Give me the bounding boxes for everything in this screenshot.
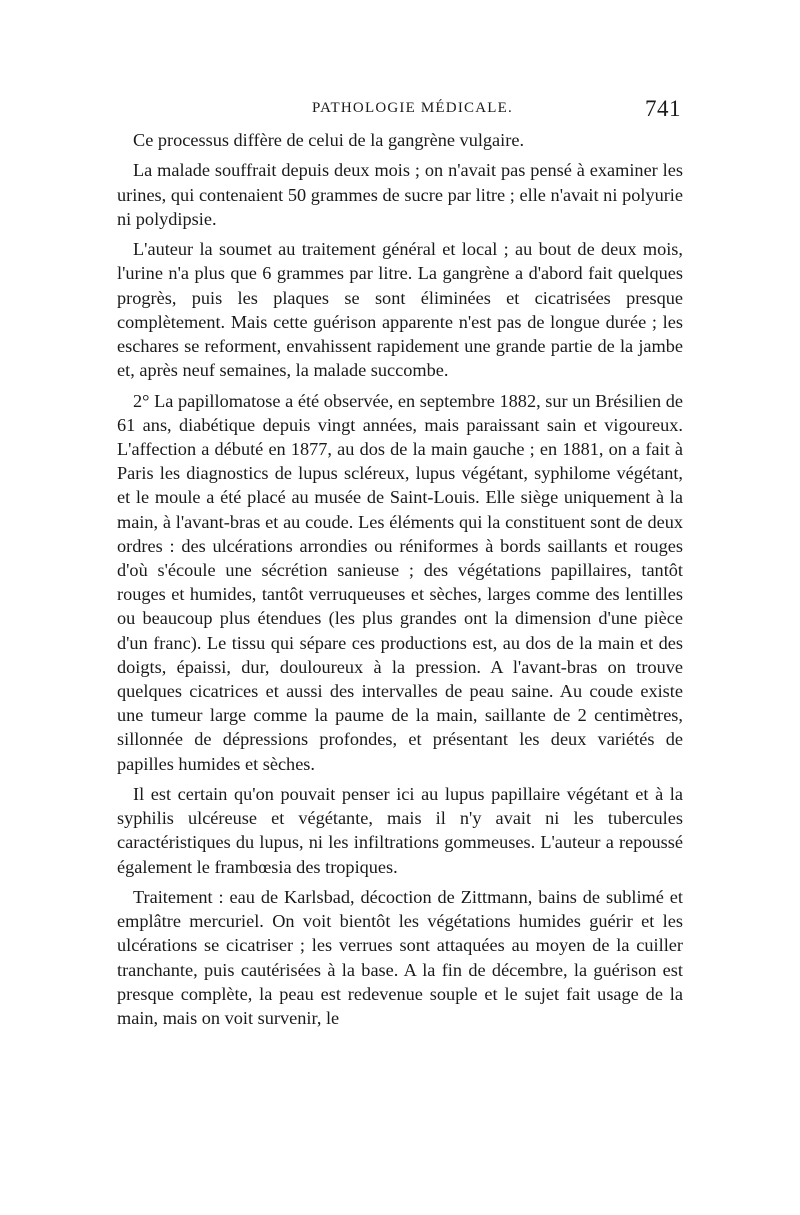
paragraph: Il est certain qu'on pouvait penser ici au lupus papillaire végétant et à la syphilis ulcéreuse et végétante, mais il n'y avait ni les tubercules caractéristiques du lupus, ni les infiltrations gommeuses. L'auteur a repoussé également le frambœsia des tropiques. — [117, 784, 683, 877]
paragraph: Traitement : eau de Karlsbad, décoction de Zittmann, bains de sublimé et emplâtre mercuriel. On voit bientôt les végétations humides guérir et les ulcérations se cicatriser ; les verrues sont attaquées au moyen de la cuiller tranchante, puis cautérisées à la base. A la fin de décembre, la guérison est presque complète, la peau est redevenue souple et le sujet fait usage de la main, mais on voit survenir, le — [117, 887, 683, 1029]
paragraph: Ce processus diffère de celui de la gangrène vulgaire. — [133, 130, 525, 150]
paragraph: La malade souffrait depuis deux mois ; on n'avait pas pensé à examiner les urines, qui contenaient 50 grammes de sucre par litre ; elle n'avait ni polyurie ni polydipsie. — [117, 160, 683, 229]
running-head — [117, 96, 683, 126]
paragraph: 2° La papillomatose a été observée, en septembre 1882, sur un Brésilien de 61 ans, diabétique depuis vingt années, mais paraissant sain et vigoureux. L'affection a débuté en 1877, au dos de la main gauche ; en 1881, on a fait à Paris les diagnostics de lupus scléreux, lupus végétant, syphilome végétant, et le moule a été placé au musée de Saint-Louis. Elle siège uniquement à la main, à l'avant-bras et au coude. Les éléments qui la constituent sont de deux ordres : des ulcérations arrondies ou réniformes à bords saillants et rouges d'où s'écoule une sécrétion sanieuse ; des végétations papillaires, tantôt rouges et humides, tantôt verruqueuses et sèches, larges comme des lentilles ou beaucoup plus étendues (les plus grandes ont la dimension d'une pièce d'un franc). Le tissu qui sépare ces productions est, au dos de la main et des doigts, épaissi, dur, douloureux à la pression. A l'avant-bras on trouve quelques cicatrices et aussi des intervalles de peau saine. Au coude existe une tumeur large comme la paume de la main, saillante de 2 centimètres, sillonnée de dépressions profondes, et présentant les deux variétés de papilles humides et sèches. — [117, 390, 683, 774]
paragraph: L'auteur la soumet au traitement général et local ; au bout de deux mois, l'urine n'a plus que 6 grammes par litre. La gangrène a d'abord fait quelques progrès, puis les plaques se sont éliminées et cicatrisées presque complètement. Mais cette guérison apparente n'est pas de longue durée ; les eschares se reforment, envahissent rapidement une grande partie de la jambe et, après neuf semaines, la malade succombe. — [117, 239, 683, 381]
body-text — [117, 128, 683, 1036]
page-number: 741 — [645, 96, 681, 121]
running-title: PATHOLOGIE MÉDICALE. — [312, 100, 513, 116]
